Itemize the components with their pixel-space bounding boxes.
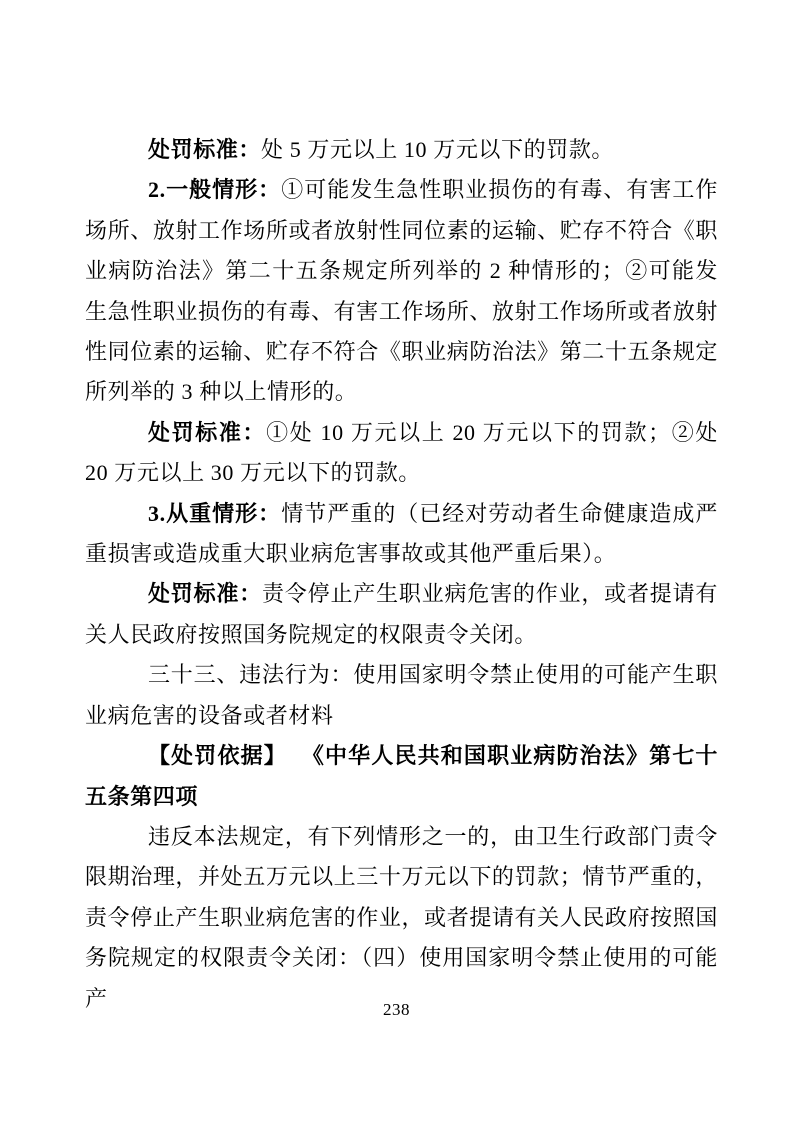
- text-run: 处罚标准：: [148, 137, 262, 162]
- para-penalty-standard-3: [85, 574, 718, 655]
- page-number: 238: [383, 1000, 410, 1019]
- text-run: 2.一般情形：: [148, 177, 282, 203]
- document-body: [85, 130, 718, 1019]
- para-aggravated-circumstances: [85, 494, 718, 575]
- text-run: 3.从重情形：: [148, 500, 282, 526]
- text-run: 违反本法规定，有下列情形之一的，由卫生行政部门责令限期治理，并处五万元以上三十万元以下的罚款；情节严重的，责令停止产生职业病危害的作业，或者提请有关人民政府按照国务院规定的权限责令关闭：（四）使用国家明令禁止使用的可能产: [85, 823, 718, 1011]
- text-run: 处 5 万元以上 10 万元以下的罚款。: [261, 137, 615, 162]
- para-penalty-basis: [85, 736, 718, 817]
- text-run: ①处 10 万元以上 20 万元以下的罚款；②处 20 万元以上 30 万元以下的罚款。: [85, 419, 718, 486]
- text-run: 三十三、违法行为：使用国家明令禁止使用的可能产生职业病危害的设备或者材料: [85, 662, 718, 728]
- para-penalty-standard-1: [85, 130, 718, 170]
- para-penalty-standard-2: [85, 413, 718, 494]
- text-run: 处罚标准：: [148, 581, 263, 607]
- text-run: 【处罚依据】: [148, 743, 287, 769]
- para-law-article-text: [85, 817, 718, 1019]
- para-general-circumstances: [85, 170, 718, 412]
- text-run: 情节严重的（已经对劳动者生命健康造成严重损害或造成重大职业病危害事故或其他严重后果）。: [85, 500, 719, 567]
- text-run: ①可能发生急性职业损伤的有毒、有害工作场所、放射工作场所或者放射性同位素的运输、贮存不符合《职业病防治法》第二十五条规定所列举的 2 种情形的；②可能发生急性职业损伤的有毒、有害工作场所、放射工作场所或者放射性同位素的运输、贮存不符合《职业病防治法》第二十五条规定所列举的 3 种以上情形的。: [85, 177, 719, 405]
- text-run: 《中华人民共和国职业病防治法》第七十五条第四项: [85, 743, 718, 809]
- para-violation-33-heading: [85, 655, 718, 736]
- text-run: 责令停止产生职业病危害的作业，或者提请有关人民政府按照国务院规定的权限责令关闭。: [85, 581, 718, 647]
- text-run: 处罚标准：: [148, 419, 267, 445]
